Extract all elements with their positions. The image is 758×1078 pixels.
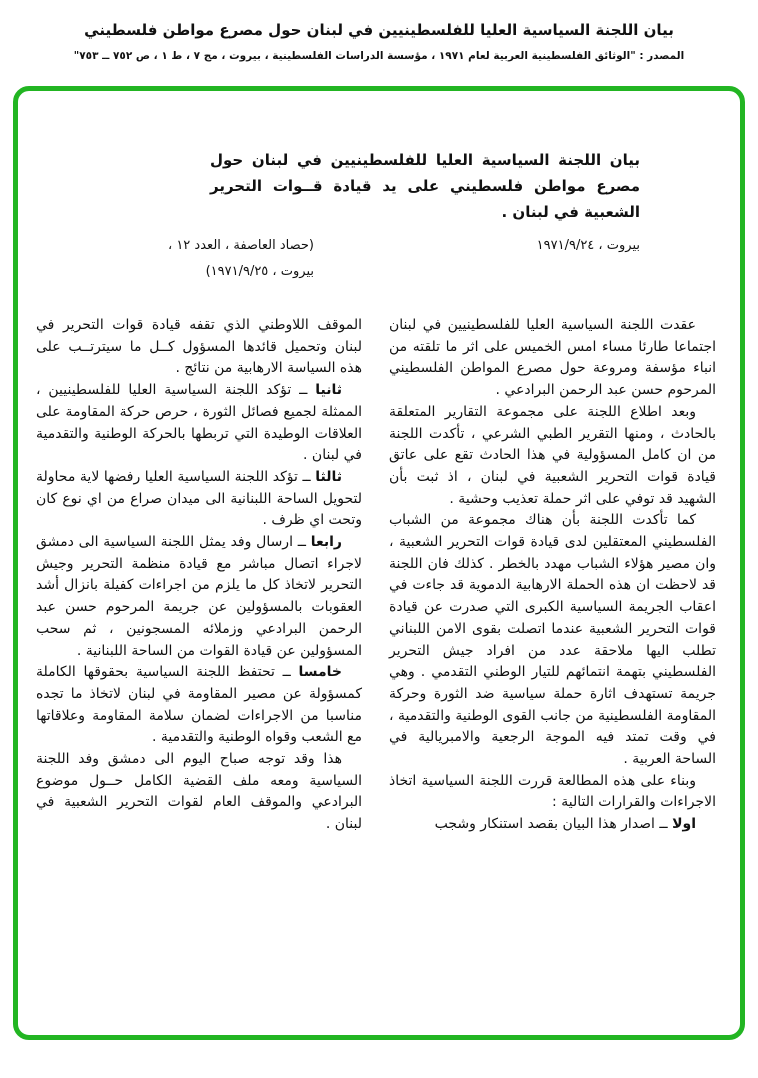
page-header [0,20,758,63]
paragraph-first-decision [389,814,716,836]
paragraph-text: هذا وقد توجه صباح اليوم الى دمشق وفد اللجنة السياسية ومعه ملف القضية الكامل حــول موضوع البرادعي والموقف العام لقوات التحرير الشعبية في لبنان . [36,751,362,833]
paragraph-fifth-decision [36,662,362,749]
heading-line-2: مصرع مواطن فلسطيني على يد قيادة قــوات التحرير [210,177,640,195]
paragraph-text: عقدت اللجنة السياسية العليا للفلسطينيين في لبنان اجتماعا طارئا مساء امس الخميس على اثر ما تلقته من انباء مؤسفة ومروعة حول مصرع المواطن الفلسطيني المرحوم حسن عبد الرحمن البرادعي . [389,317,716,399]
paragraph-third-decision [36,467,362,532]
dateline-citation [168,233,314,285]
paragraph-closing [36,749,362,836]
paragraph-opening [389,315,716,402]
dateline-citation-line-1: (حصاد العاصفة ، العدد ١٢ ، [168,238,314,253]
ordinal-lead: رابعا [310,534,342,551]
paragraph-fourth-decision [36,532,362,662]
paragraph-text: ــ تؤكد اللجنة السياسية العليا رفضها لاية محاولة لتحويل الساحة اللبنانية الى ميدان صراع من اي نوع كان وتحت اي ظرف . [36,468,362,529]
paragraph-decisions-intro [389,771,716,814]
ordinal-lead: ثالثا [315,468,342,485]
paragraph-text: ــ تؤكد اللجنة السياسية العليا للفلسطينيين ، الممثلة لجميع فصائل الثورة ، حرص حركة المقاومة على العلاقات الوطيدة التي تربطها بالحركة الوطنية والتقدمية في لبنان . [36,382,362,464]
datelines [18,233,740,285]
statement-heading [210,147,640,225]
paragraph-text: كما تأكدت اللجنة بأن هناك مجموعة من الشباب الفلسطيني المعتقلين لدى قيادة قوات التحرير الشعبية ، وان مصير هؤلاء الشباب مهدد بالخطر . كذلك فان اللجنة قد لاحظت ان هذه الحملة الارهابية الدموية قد جاءت في اعقاب الجريمة السياسية الكبرى التي صدرت عن قيادة قوات التحرير الشعبية عندما اتصلت بقوى الامن اللبناني تطلب اليها ملاحقة عدد من افراد جيش التحرير الفلسطيني بتهمة انتمائهم للتيار الوطني التقدمي . وهي جريمة تستهدف اثارة حملة سياسية ضد الثورة وحركة المقاومة الفلسطينية من جانب القوى الوطنية والتقدمية ، في وقت تمتد فيه الموجة الرجعية والامبريالية في الساحة العربية . [389,512,716,768]
document-frame [13,86,745,1040]
statement-body [18,315,740,836]
heading-line-3: الشعبية في لبنان . [501,203,640,221]
paragraph-text: ــ اصدار هذا البيان بقصد استنكار وشجب [434,816,673,833]
paragraph-second-decision [36,380,362,467]
dateline-citation-line-2: بيروت ، ١٩٧١/٩/٢٥) [205,264,314,279]
source-citation: المصدر : "الوثائق الفلسطينية العربية لعام ١٩٧١ ، مؤسسة الدراسات الفلسطينية ، بيروت ، مج ٧ ، ط ١ ، ص ٧٥٢ ــ ٧٥٣" [73,50,685,62]
ordinal-lead: ثانيا [315,382,342,399]
paragraph-first-decision-continued [36,315,362,380]
paragraph-detainees [389,510,716,770]
paragraph-text: الموقف اللاوطني الذي تقفه قيادة قوات التحرير في لبنان وتحميل قائدها المسؤول كــل ما سيترتــب على هذه السياسة الارهابية من نتائج . [36,317,362,377]
paragraph-reports [389,402,716,511]
body-column-right [389,315,716,836]
paragraph-text: ــ ارسال وفد يمثل اللجنة السياسية الى دمشق لاجراء اتصال مباشر مع قيادة منظمة التحرير وجيش التحرير لاتخاذ كل ما يلزم من اجراءات كفيلة بانزال أشد العقوبات بالمسؤولين عن جريمة المرحوم حسن عبد الرحمن البرادعي وزملائه المسجونين ، ثم سحب المسؤولين عن قيادة القوات من الساحة اللبنانية . [36,534,362,659]
paragraph-text: ــ تحتفظ اللجنة السياسية بحقوقها الكاملة كمسؤولة عن مصير المقاومة في لبنان لاتخاذ ما تجده مناسبا من الاجراءات لضمان سلامة المقاومة وعلاقاتها مع الشعب وقواه الوطنية والتقدمية . [36,664,362,746]
ordinal-lead: اولا [672,816,696,833]
paragraph-text: وبعد اطلاع اللجنة على مجموعة التقارير المتعلقة بالحادث ، ومنها التقرير الطبي الشرعي ، تأكدت اللجنة من ان كامل المسؤولية في هذا الحادث تقع على عاتق قيادة قوات التحرير الشعبية في لبنان ، اذ ثبت بأن الشهيد قد توفي على اثر حملة تعذيب وحشية . [389,403,716,507]
dateline-beirut: بيروت ، ١٩٧١/٩/٢٤ [536,238,640,253]
body-column-left [36,315,362,836]
page-title: بيان اللجنة السياسية العليا للفلسطينيين في لبنان حول مصرع مواطن فلسطيني [84,21,674,39]
ordinal-lead: خامسا [298,664,342,681]
paragraph-text: وبناء على هذه المطالعة قررت اللجنة السياسية اتخاذ الاجراءات والقرارات التالية : [389,772,716,811]
heading-line-1: بيان اللجنة السياسية العليا للفلسطينيين في لبنان حول [210,151,640,169]
